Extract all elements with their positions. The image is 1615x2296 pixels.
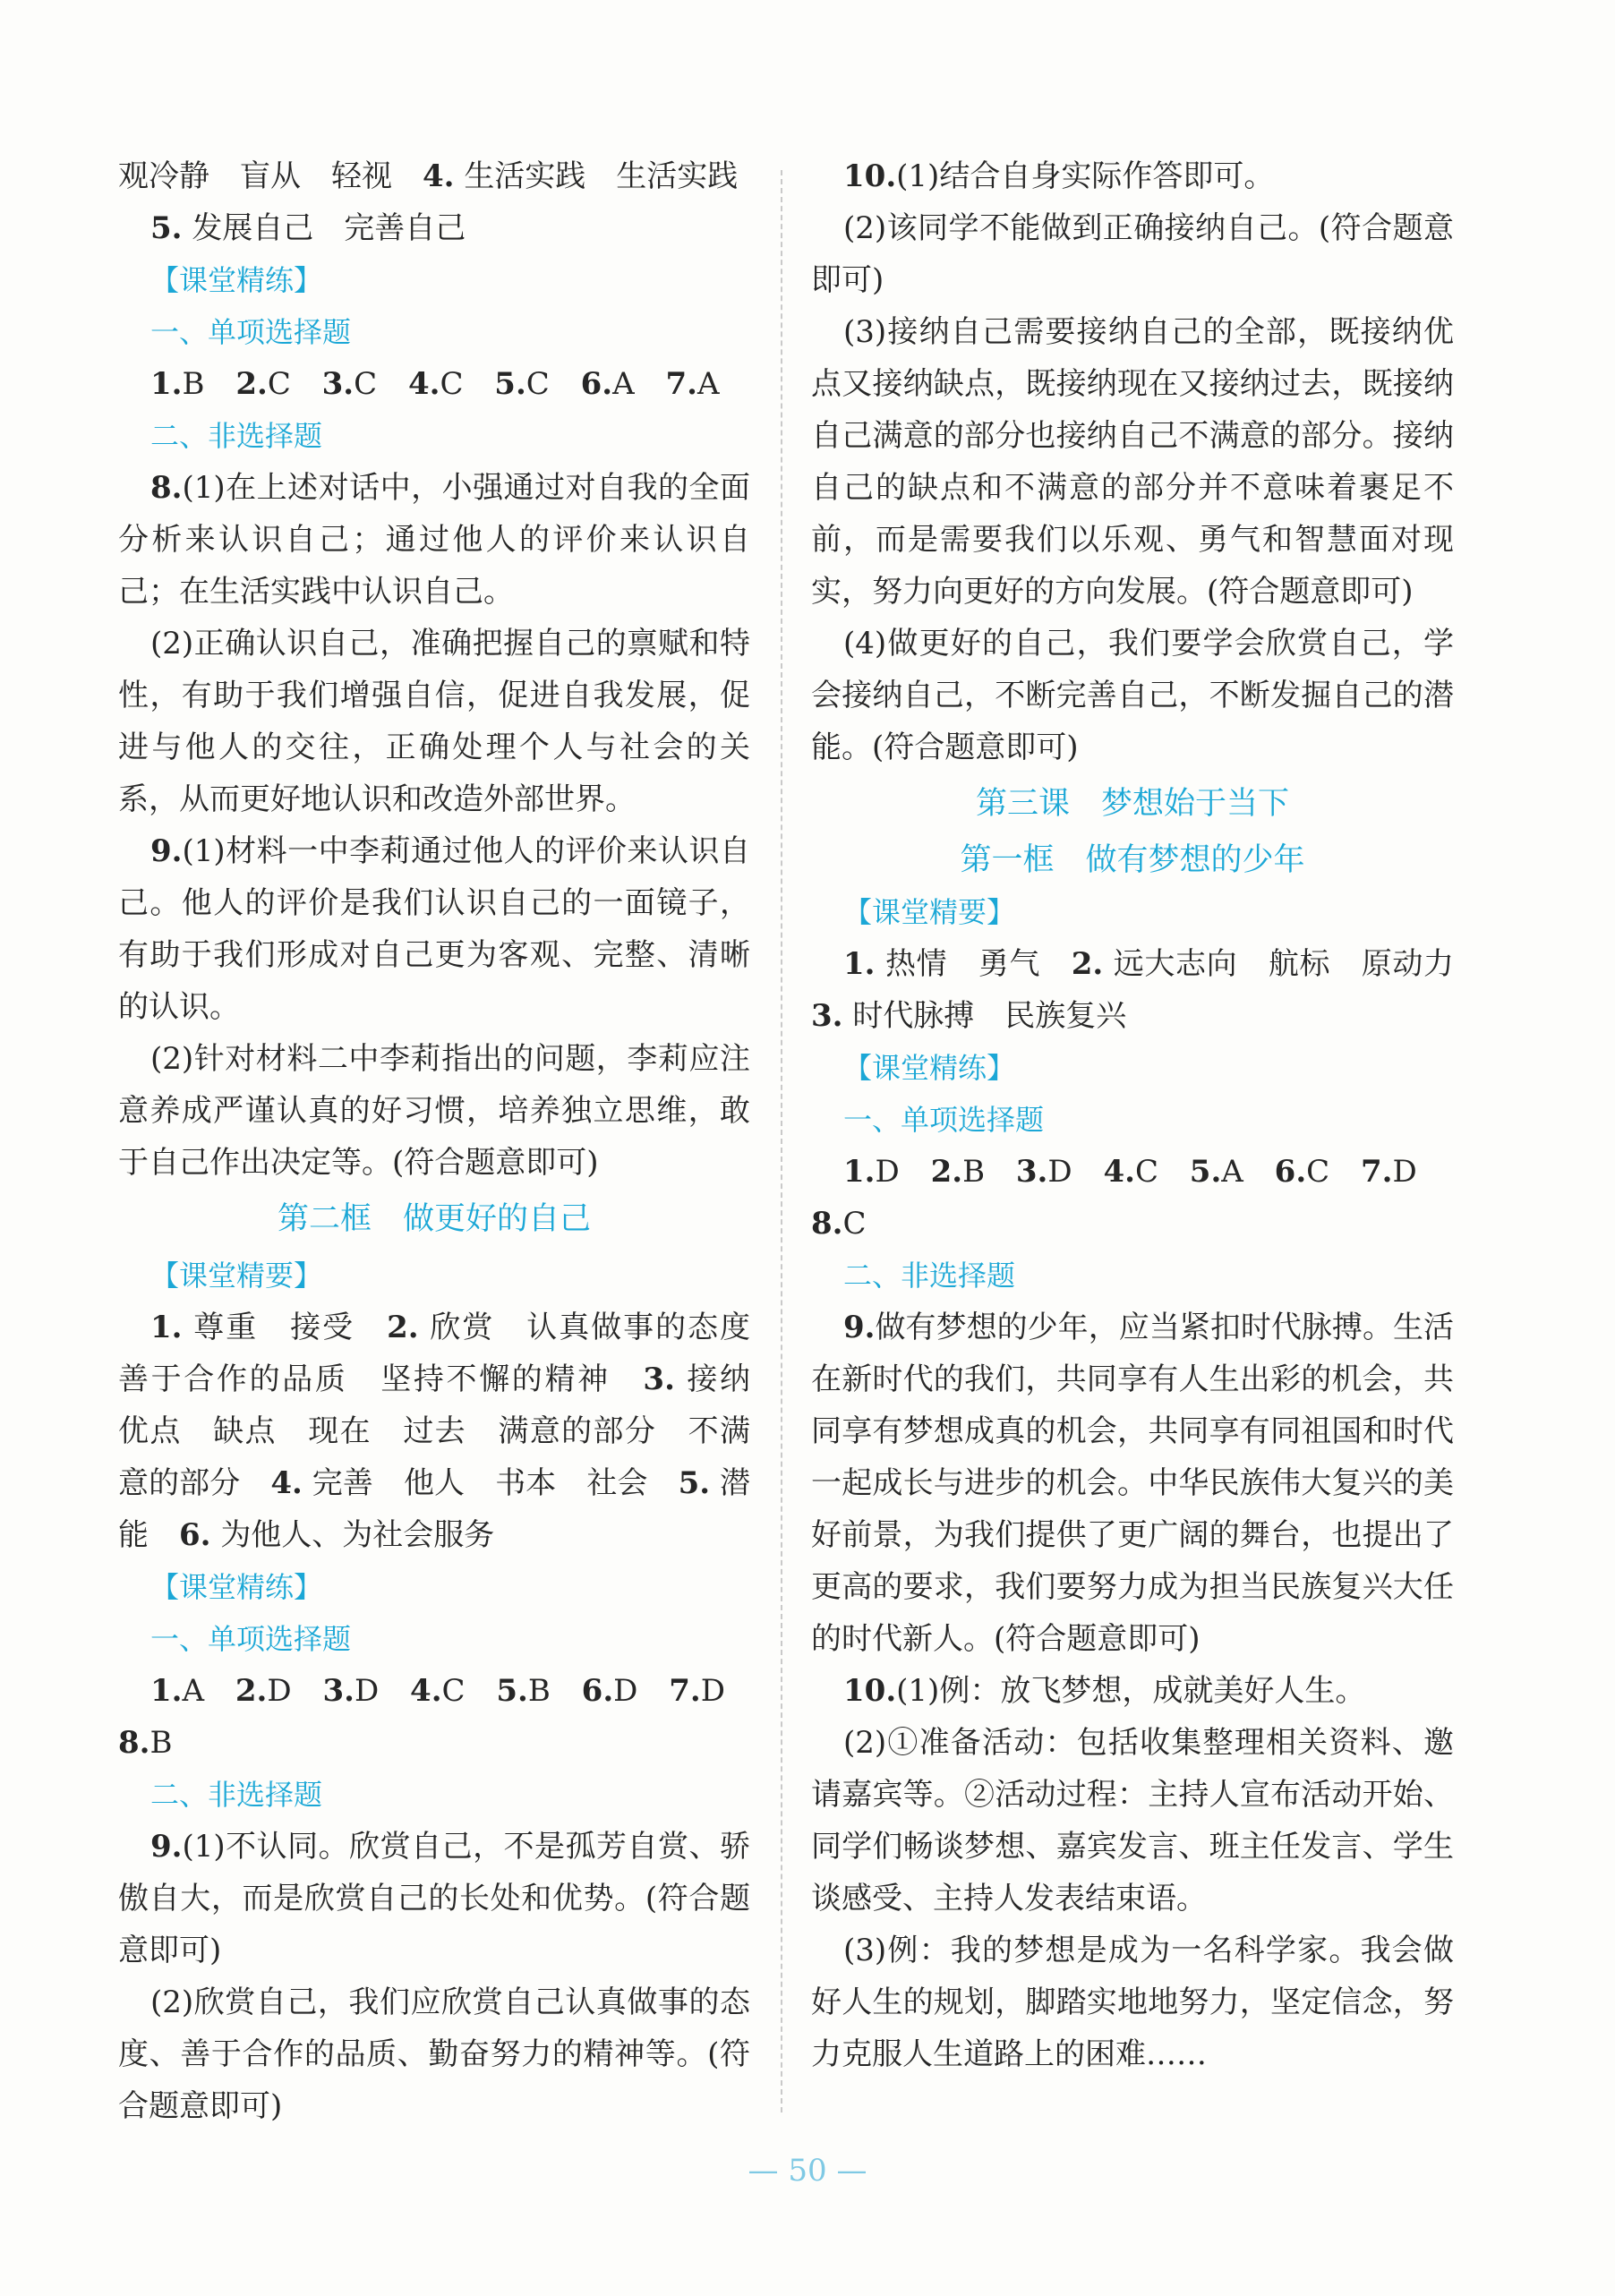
lesson-heading-frame-2: 第二框 做更好的自己 — [277, 1201, 591, 1237]
section-heading-single-choice-2: 一、单项选择题 — [150, 1622, 352, 1656]
answer-q10b-3: (3)例：我的梦想是成为一名科学家。我会做好人生的规划，脚踏实地地努力，坚定信念，努力克服人生道路上的困难…… — [811, 1933, 1454, 2072]
answer-q8-1: 8.(1)在上述对话中，小强通过对自我的全面分析来认识自己；通过他人的评价来认识自己；在生活实践中认识自己。 — [118, 470, 750, 610]
section-heading-single-choice-3: 一、单项选择题 — [843, 1103, 1045, 1137]
section-heading-practice: 【课堂精练】 — [150, 263, 323, 297]
footer-dash-right: — — [836, 2153, 867, 2189]
answer-q10b-2: (2)①准备活动：包括收集整理相关资料、邀请嘉宾等。②活动过程：主持人宣布活动开始、同学们畅谈梦想、嘉宾发言、班主任发言、学生谈感受、主持人发表结束语。 — [811, 1725, 1454, 1916]
section-heading-non-choice: 二、非选择题 — [150, 419, 323, 453]
right-column — [811, 150, 1454, 2080]
mc-answers-2: 1.A 2.D 3.D 4.C 5.B 6.D 7.D — [150, 1673, 726, 1709]
mc-answers-2-cont: 8.B — [118, 1725, 173, 1761]
answer-q9-2: (2)针对材料二中李莉指出的问题，李莉应注意养成严谨认真的好习惯，培养独立思维，敢于自己作出决定等。(符合题意即可) — [118, 1041, 750, 1181]
section-heading-non-choice-3: 二、非选择题 — [843, 1259, 1016, 1293]
key-points-answers: 1. 尊重 接受 2. 欣赏 认真做事的态度 善于合作的品质 坚持不懈的精神 3. 接纳 优点 缺点 现在 过去 满意的部分 不满意的部分 4. 完善 他人 书本 社会 5. 潜能 6. 为他人、为社会服务 — [118, 1310, 782, 1553]
continuation-line-2: 5. 发展自己 完善自己 — [150, 210, 466, 246]
mc-answers-3: 1.D 2.B 3.D 4.C 5.A 6.C 7.D — [843, 1154, 1417, 1190]
frame-title: 第一框 做有梦想的少年 — [960, 842, 1305, 878]
column-divider — [781, 170, 782, 2112]
answer-q10-2: (2)该同学不能做到正确接纳自己。(符合题意即可) — [811, 210, 1454, 298]
answer-q9-3: 9.做有梦想的少年，应当紧扣时代脉搏。生活在新时代的我们，共同享有人生出彩的机会，共同享有梦想成真的机会，共同享有同祖国和时代一起成长与进步的机会。中华民族伟大复兴的美好前景，为我们提供了更广阔的舞台，也提出了更高的要求，我们要努力成为担当民族复兴大任的时代新人。(符合题意即可) — [811, 1310, 1454, 1657]
section-heading-practice-2: 【课堂精练】 — [150, 1570, 323, 1604]
answer-q9b-1: 9.(1)不认同。欣赏自己，不是孤芳自赏、骄傲自大，而是欣赏自己的长处和优势。(符合题意即可) — [118, 1829, 750, 1968]
continuation-line: 观冷静 盲从 轻视 4. 生活实践 生活实践 — [118, 158, 739, 194]
footer-dash-left: — — [748, 2153, 779, 2189]
key-points-answers-3: 1. 热情 勇气 2. 远大志向 航标 原动力 3. 时代脉搏 民族复兴 — [811, 946, 1455, 1034]
answer-q10-3: (3)接纳自己需要接纳自己的全部，既接纳优点又接纳缺点，既接纳现在又接纳过去，既接纳自己满意的部分也接纳自己不满意的部分。接纳自己的缺点和不满意的部分并不意味着裹足不前，而是需要我们以乐观、勇气和智慧面对现实，努力向更好的方向发展。(符合题意即可) — [811, 314, 1454, 610]
lesson-title: 第三课 梦想始于当下 — [975, 786, 1289, 822]
section-heading-key-points-3: 【课堂精要】 — [843, 895, 1016, 929]
answer-q9b-2: (2)欣赏自己，我们应欣赏自己认真做事的态度、善于合作的品质、勤奋努力的精神等。(符合题意即可) — [118, 1984, 750, 2124]
section-heading-practice-3: 【课堂精练】 — [843, 1051, 1016, 1085]
answer-q9-1: 9.(1)材料一中李莉通过他人的评价来认识自己。他人的评价是我们认识自己的一面镜子，有助于我们形成对自己更为客观、完整、清晰的认识。 — [118, 833, 750, 1025]
section-heading-single-choice: 一、单项选择题 — [150, 315, 352, 349]
answer-q8-2: (2)正确认识自己，准确把握自己的禀赋和特性，有助于我们增强自信，促进自我发展，促进与他人的交往，正确处理个人与社会的关系，从而更好地认识和改造外部世界。 — [118, 626, 750, 817]
answer-q10b-1: 10.(1)例：放飞梦想，成就美好人生。 — [843, 1673, 1366, 1709]
section-heading-non-choice-2: 二、非选择题 — [150, 1778, 323, 1812]
page-number: 50 — [788, 2153, 827, 2189]
left-column — [118, 150, 782, 2132]
section-heading-key-points: 【课堂精要】 — [150, 1259, 323, 1293]
mc-answers-1: 1.B 2.C 3.C 4.C 5.C 6.A 7.A — [150, 366, 720, 402]
answer-q10-1: 10.(1)结合自身实际作答即可。 — [843, 158, 1275, 194]
answer-q10-4: (4)做更好的自己，我们要学会欣赏自己，学会接纳自己，不断完善自己，不断发掘自己的潜能。(符合题意即可) — [811, 626, 1454, 765]
page-footer — [0, 2153, 1615, 2189]
mc-answers-3-cont: 8.C — [811, 1206, 867, 1242]
